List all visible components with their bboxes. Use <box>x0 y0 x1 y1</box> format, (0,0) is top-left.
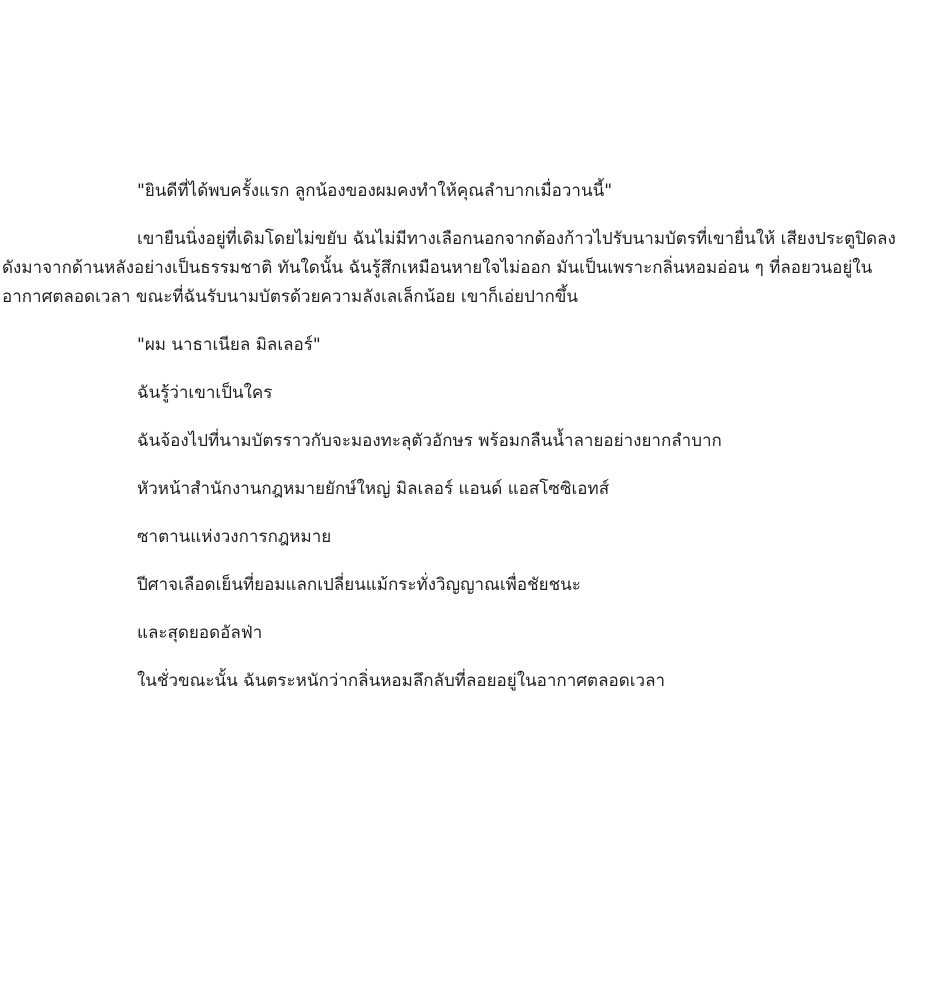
paragraph-recognition: ฉันรู้ว่าเขาเป็นใคร <box>137 383 273 403</box>
paragraph-realization: ในชั่วขณะนั้น ฉันตระหนักว่ากลิ่นหอมลึกลับที่ลอยอยู่ในอากาศตลอดเวลา <box>137 671 666 691</box>
paragraph-title-head: หัวหน้าสำนักงานกฎหมายยักษ์ใหญ่ มิลเลอร์ แอนด์ แอสโซซิเอทส์ <box>137 479 610 499</box>
paragraph-business-card: เขายืนนิ่งอยู่ที่เดิมโดยไม่ขยับ ฉันไม่มีทางเลือกนอกจากต้องก้าวไปรับนามบัตรที่เขายื่นให้ เสียงประตูปิดลงดังมาจากด้านหลังอย่างเป็นธรรมชาติ ทันใดนั้น ฉันรู้สึกเหมือนหายใจไม่ออก มันเป็นเพราะกลิ่นหอมอ่อน ๆ ที่ลอยวนอยู่ในอากาศตลอดเวลา ขณะที่ฉันรับนามบัตรด้วยความลังเลเล็กน้อย เขาก็เอ่ยปากขึ้น <box>2 229 896 307</box>
paragraph-title-alpha: และสุดยอดอัลฟ่า <box>137 623 263 643</box>
paragraph-introduction: "ผม นาธาเนียล มิลเลอร์" <box>137 335 321 355</box>
paragraph-greeting: "ยินดีที่ได้พบครั้งแรก ลูกน้องของผมคงทำให้คุณลำบากเมื่อวานนี้" <box>137 181 613 201</box>
paragraph-staring: ฉันจ้องไปที่นามบัตรราวกับจะมองทะลุตัวอักษร พร้อมกลืนน้ำลายอย่างยากลำบาก <box>137 431 722 451</box>
paragraph-title-satan: ซาตานแห่งวงการกฎหมาย <box>137 527 332 547</box>
story-text <box>2 177 902 696</box>
paragraph-title-demon: ปีศาจเลือดเย็นที่ยอมแลกเปลี่ยนแม้กระทั่งวิญญาณเพื่อชัยชนะ <box>137 575 581 595</box>
